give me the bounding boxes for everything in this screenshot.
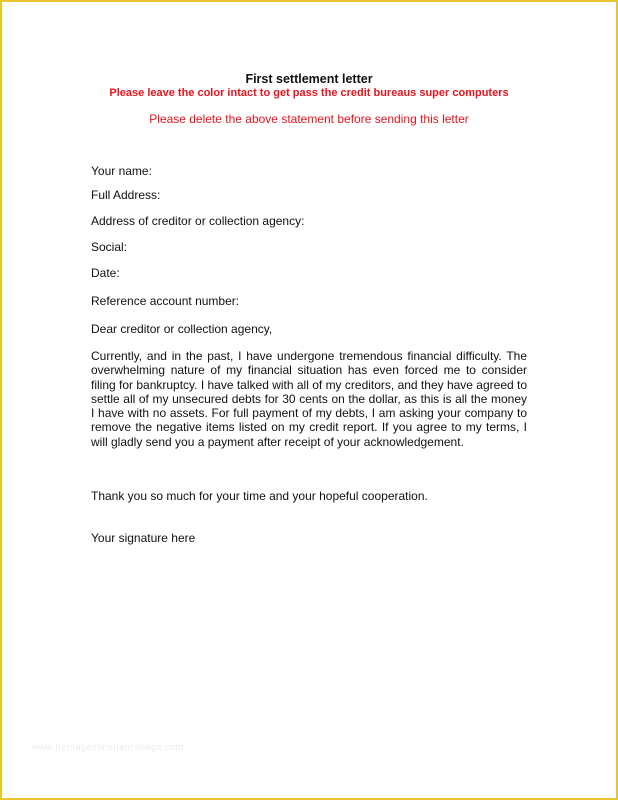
letter-body: Currently, and in the past, I have undergone tremendous financial difficulty. The overwhelming nature of my financial situation has even forced me to consider filing for bankruptcy. I have talked with all of my creditors, and they have agreed to settle all of my unsecured debts for 30 cents on the dollar, as this is all the money I have with no assets. For full payment of my debts, I am asking your company to remove the negative items listed on my credit report. If you agree to my terms, I will gladly send you a payment after receipt of your acknowledgement. xyxy=(91,349,528,449)
salutation: Dear creditor or collection agency, xyxy=(91,322,273,336)
date-field: Date: xyxy=(91,266,120,280)
letter-title: First settlement letter xyxy=(245,72,373,86)
full-address-field: Full Address: xyxy=(91,188,161,202)
color-warning: Please leave the color intact to get pass the credit bureaus super computers xyxy=(109,87,509,99)
reference-number-field: Reference account number: xyxy=(91,294,240,308)
social-field: Social: xyxy=(91,240,128,254)
watermark: www.heritagechristiancollege.com xyxy=(32,742,184,752)
your-name-field: Your name: xyxy=(91,164,152,178)
signature-line: Your signature here xyxy=(91,531,196,545)
delete-instruction: Please delete the above statement before sending this letter xyxy=(149,112,469,126)
creditor-address-field: Address of creditor or collection agency: xyxy=(91,214,305,228)
closing-line: Thank you so much for your time and your hopeful cooperation. xyxy=(91,489,428,503)
